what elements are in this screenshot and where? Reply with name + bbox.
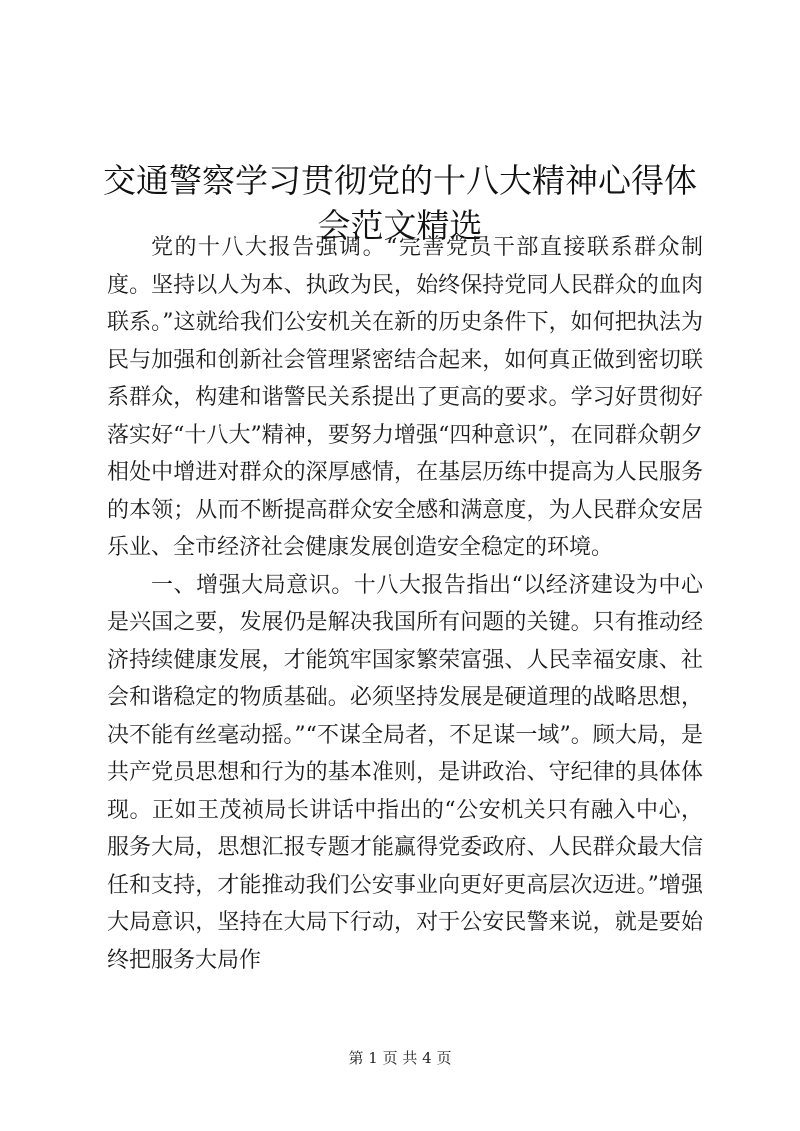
paragraph: 党的十八大报告强调。“完善党员干部直接联系群众制度。坚持以人为本、执政为民，始终保持党同人民群众的血肉联系。”这就给我们公安机关在新的历史条件下，如何把执法为民与加强和创新社会管理紧密结合起来，如何真正做到密切联系群众，构建和谐警民关系提出了更高的要求。学习好贯彻好落实好“十八大”精神，要努力增强“四种意识”，在同群众朝夕相处中增进对群众的深厚感情，在基层历练中提高为人民服务的本领；从而不断提高群众安全感和满意度，为人民群众安居乐业、全市经济社会健康发展创造安全稳定的环境。 xyxy=(107,235,703,560)
page-number-footer: 第 1 页 共 4 页 xyxy=(348,1049,452,1067)
paragraph: 一、增强大局意识。十八大报告指出“以经济建设为中心是兴国之要，发展仍是解决我国所有问题的关键。只有推动经济持续健康发展，才能筑牢国家繁荣富强、人民幸福安康、社会和谐稳定的物质基础。必须坚持发展是硬道理的战略思想，决不能有丝毫动摇。”“不谋全局者，不足谋一域”。顾大局，是共产党员思想和行为的基本准则，是讲政治、守纪律的具体体现。正如王茂祯局长讲话中指出的“公安机关只有融入中心，服务大局，思想汇报专题才能赢得党委政府、人民群众最大信任和支持，才能推动我们公安事业向更好更高层次迈进。”增强大局意识，坚持在大局下行动，对于公安民警来说，就是要始终把服务大局作 xyxy=(107,572,703,973)
document-body xyxy=(107,229,703,979)
document-title: 交通警察学习贯彻党的十八大精神心得体会范文精选 xyxy=(103,161,697,246)
